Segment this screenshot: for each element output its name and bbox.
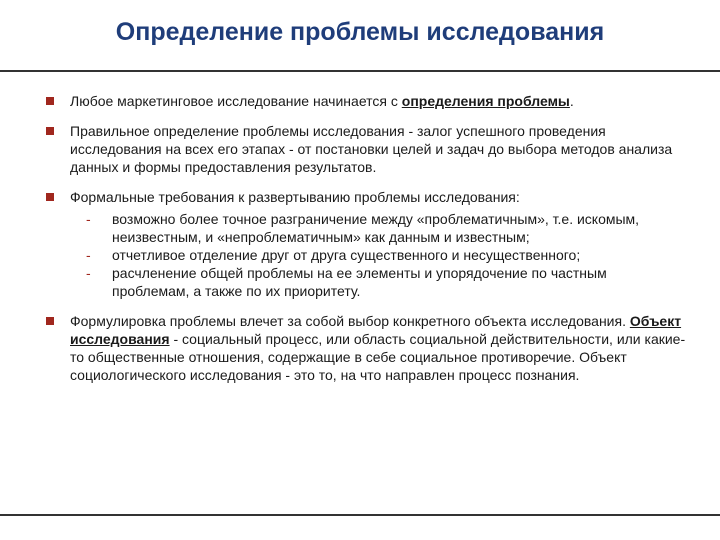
sub-item-text: возможно более точное разграничение между «проблематичным», т.е. искомым, неизвестным, и «непроблематичным» как данным и известным;: [112, 211, 640, 245]
bullet-text: Формулировка проблемы влечет за собой выбор конкретного объекта исследования.: [70, 313, 630, 329]
bullet-item-3: [46, 188, 686, 300]
requirements-sublist: [70, 210, 686, 300]
sub-list-item: [70, 210, 686, 246]
sub-item-text: отчетливое отделение друг от друга существенного и несущественного;: [112, 247, 581, 263]
bullet-emphasis: определения проблемы: [401, 93, 570, 109]
square-bullet-icon: [46, 317, 54, 325]
square-bullet-icon: [46, 97, 54, 105]
dash-marker: -: [86, 265, 91, 281]
bullet-item-2: [46, 122, 686, 176]
sub-item-text: расчленение общей проблемы на ее элементы и упорядочение по частным проблемам, а также по их приоритету.: [112, 265, 607, 299]
bullet-text: Правильное определение проблемы исследования - залог успешного проведения исследования на всех его этапах - от постановки целей и задач до выбора методов анализа данных и формы предоставления результатов.: [70, 123, 673, 175]
square-bullet-icon: [46, 127, 54, 135]
bottom-divider: [0, 514, 720, 516]
bullet-text-end: .: [569, 93, 574, 109]
square-bullet-icon: [46, 193, 54, 201]
bullet-emphasis: Объект исследования: [70, 313, 682, 347]
top-divider: [0, 70, 720, 72]
page-title: Определение проблемы исследования: [115, 18, 605, 46]
bullet-item-4: [46, 312, 686, 384]
sub-list-item: [70, 264, 686, 300]
content-body: [46, 92, 686, 396]
dash-marker: -: [86, 211, 91, 227]
dash-marker: -: [86, 247, 91, 263]
bullet-text: Формальные требования к развертыванию проблемы исследования:: [70, 189, 520, 205]
sub-list-item: [70, 246, 686, 264]
bullet-item-1: [46, 92, 686, 110]
bullet-text-end: - социальный процесс, или область социальной действительности, или какие-то общественные отношения, содержащие в себе социальное противоречие. Объект социологического исследования - это то, на что направлен процесс познания.: [70, 331, 686, 383]
bullet-text: Любое маркетинговое исследование начинается с: [70, 93, 402, 109]
